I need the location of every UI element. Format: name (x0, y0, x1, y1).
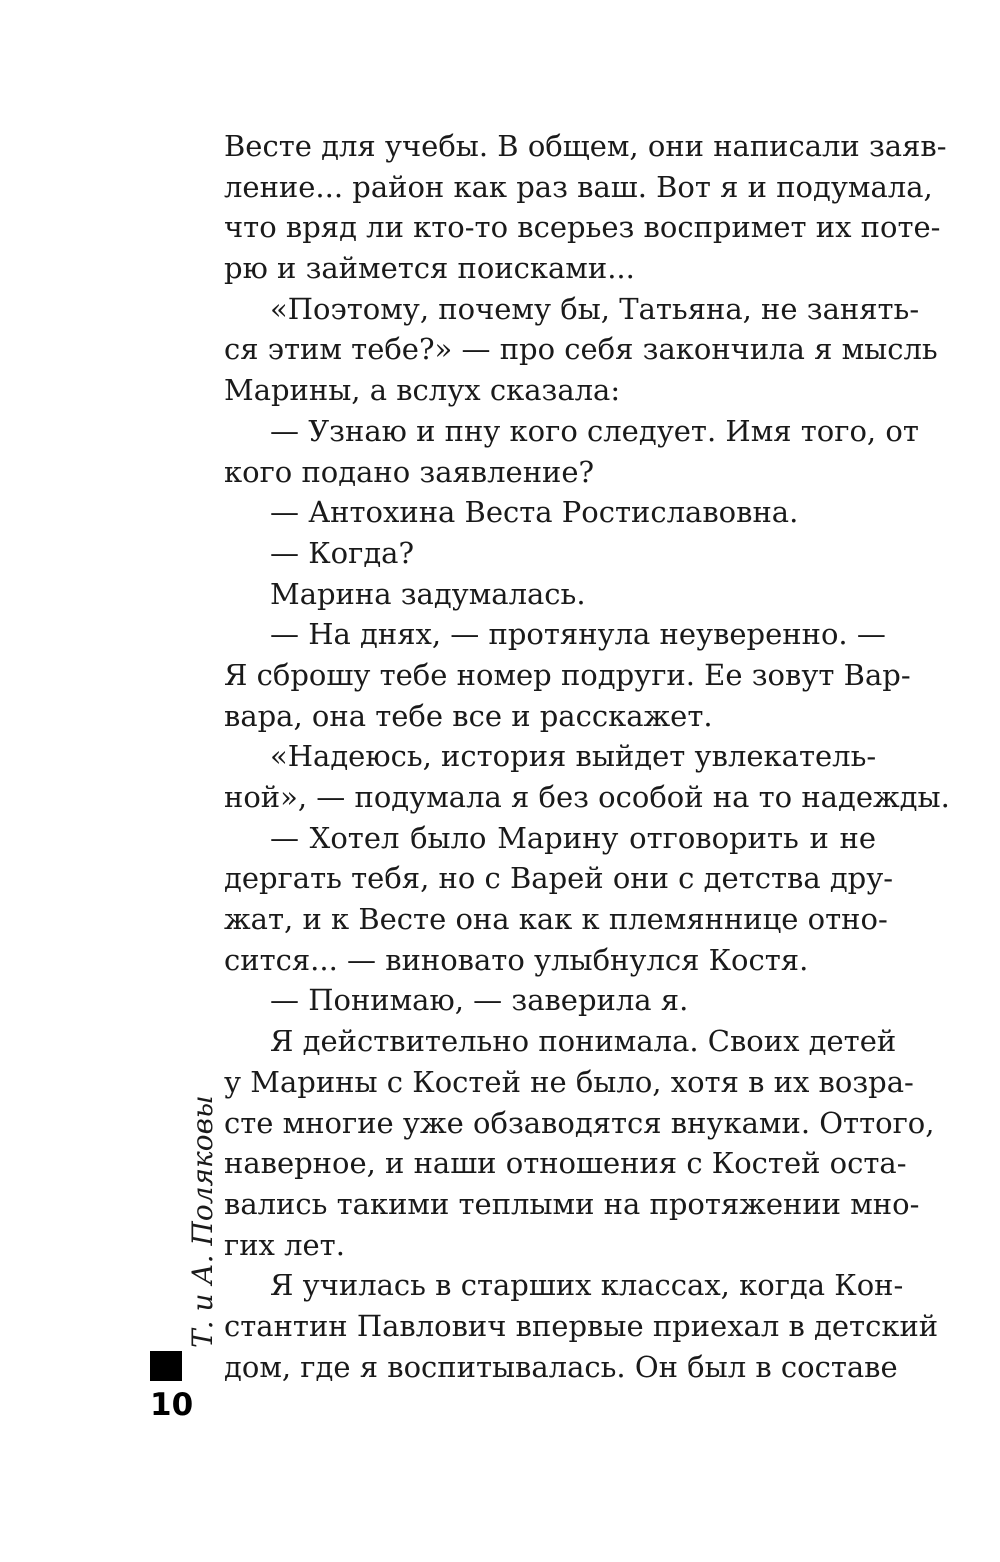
text-line: что вряд ли кто-то всерьез воспримет их поте- (224, 210, 941, 245)
text-line: вара, она тебе все и расскажет. (224, 698, 713, 733)
text-line: «Поэтому, почему бы, Татьяна, не занять- (270, 291, 920, 326)
text-line: наверное, и наши отношения с Костей оста- (224, 1146, 907, 1181)
text-line: Весте для учебы. В общем, они написали заяв- (224, 129, 947, 163)
text-line: дом, где я воспитывалась. Он был в составе (224, 1349, 898, 1384)
text-line: рю и займется поисками... (224, 251, 635, 286)
text-line: Я сброшу тебе номер подруги. Ее зовут Вар- (224, 657, 911, 692)
running-head: Т. и А. Поляковы (186, 1095, 219, 1348)
text-line: сте многие уже обзаводятся внуками. Оттого, (224, 1105, 935, 1140)
text-line: стантин Павлович впервые приехал в детский (224, 1308, 939, 1343)
text-line: кого подано заявление? (224, 454, 595, 489)
text-line: гих лет. (224, 1227, 345, 1262)
text-line: ление... район как раз ваш. Вот я и подумала, (224, 169, 933, 204)
text-line: — Когда? (270, 535, 415, 570)
text-line: Марины, а вслух сказала: (224, 373, 621, 408)
page-number: 10 (150, 1387, 194, 1423)
body-text (224, 126, 950, 1387)
text-line: Я училась в старших классах, когда Кон- (270, 1268, 904, 1303)
page-marker (150, 1351, 182, 1381)
text-line: — Понимаю, — заверила я. (270, 983, 689, 1018)
text-line: — Узнаю и пну кого следует. Имя того, от (270, 413, 919, 448)
text-line: — Хотел было Марину отговорить и не (270, 820, 876, 855)
text-line: — На днях, — протянула неуверенно. — (270, 617, 886, 652)
text-line: ся этим тебе?» — про себя закончила я мысль (224, 332, 938, 367)
text-line: — Антохина Веста Ростиславовна. (270, 495, 799, 530)
text-line: «Надеюсь, история выйдет увлекатель- (270, 739, 877, 774)
text-line: дергать тебя, но с Варей они с детства дру- (224, 861, 894, 896)
text-line: сится... — виновато улыбнулся Костя. (224, 942, 809, 977)
text-line: вались такими теплыми на протяжении мно- (224, 1186, 920, 1221)
text-line: ной», — подумала я без особой на то надежды. (224, 780, 950, 814)
text-line: Я действительно понимала. Своих детей (270, 1024, 897, 1059)
text-line: у Марины с Костей не было, хотя в их возра- (224, 1064, 914, 1099)
text-line: жат, и к Весте она как к племяннице отно- (224, 902, 888, 937)
text-line: Марина задумалась. (270, 576, 586, 611)
